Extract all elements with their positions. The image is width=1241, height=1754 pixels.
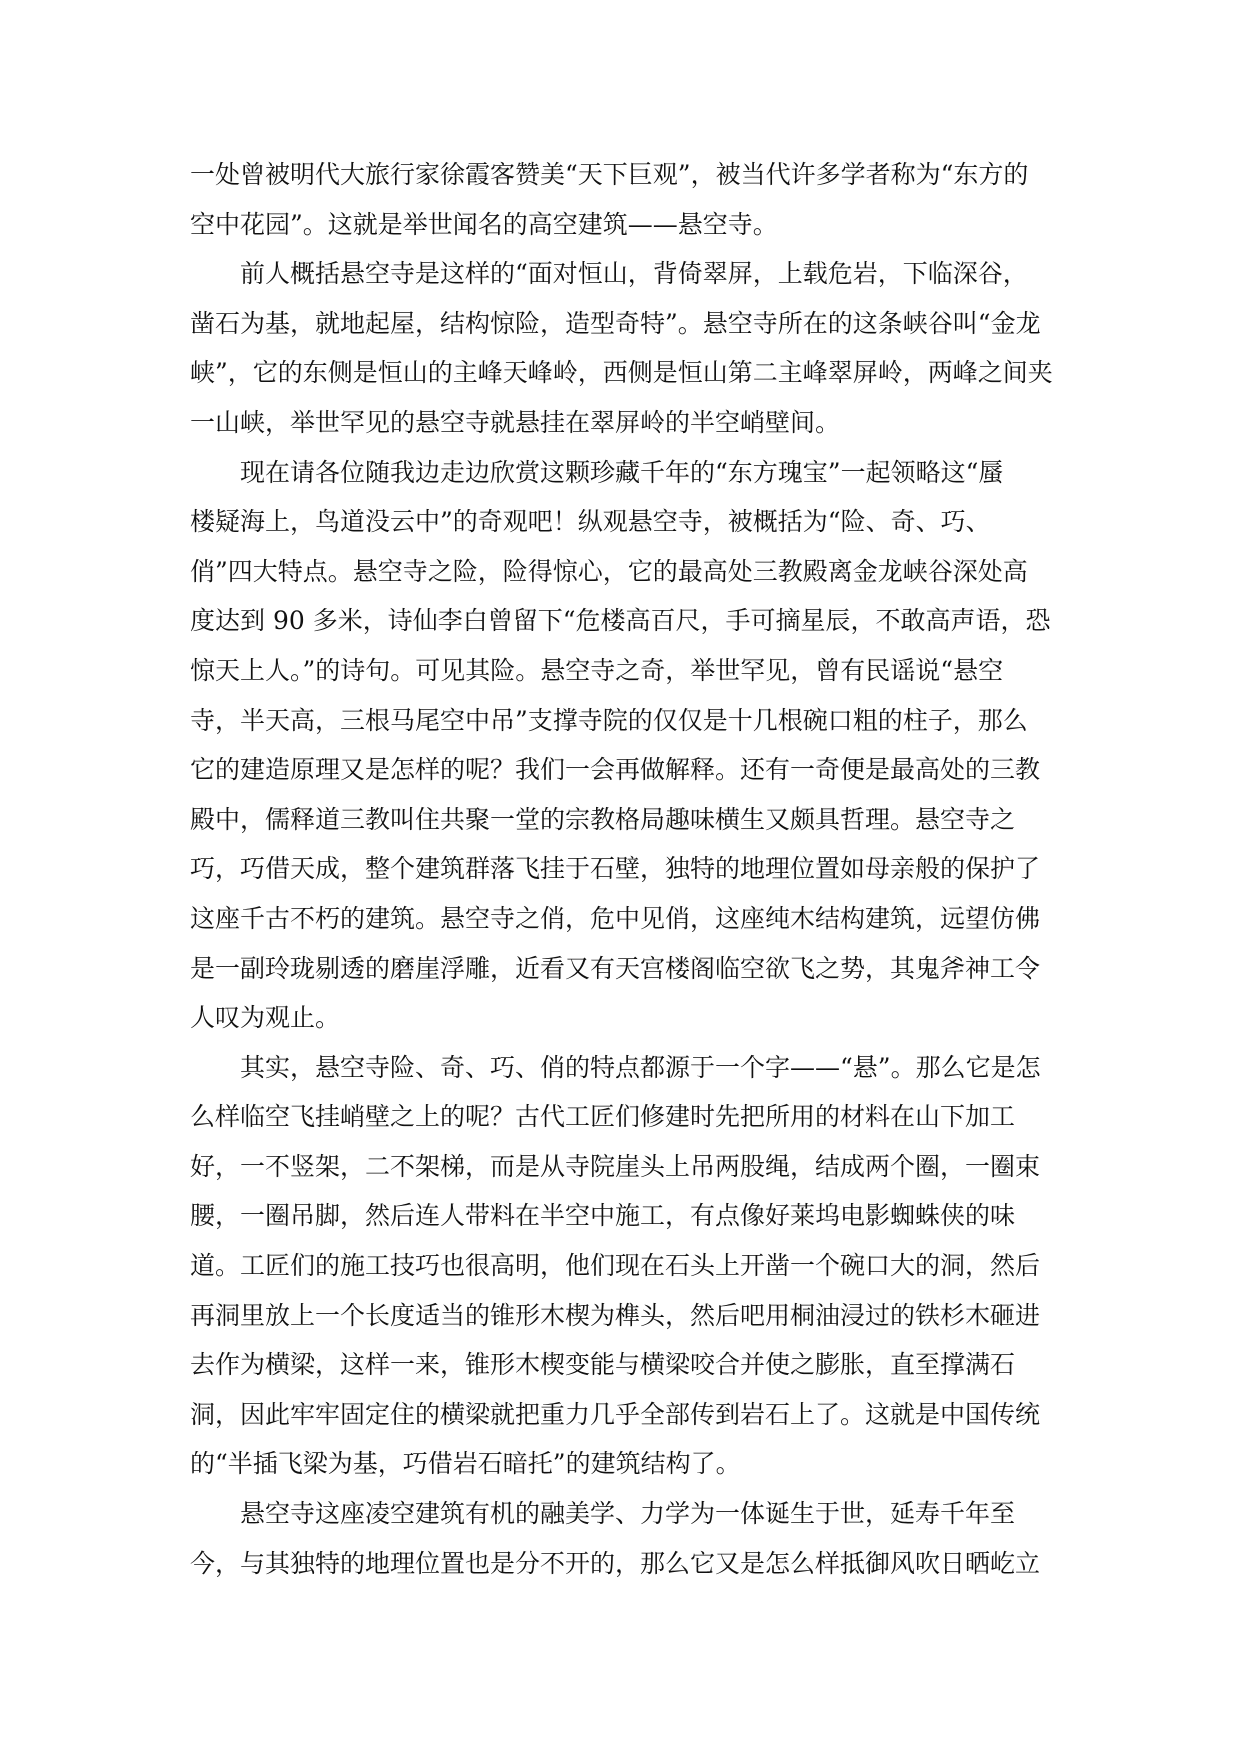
text-line: 悬空寺这座凌空建筑有机的融美学、力学为一体诞生于世，延寿千年至 xyxy=(190,1499,1016,1529)
text-line: 洞，因此牢牢固定住的横梁就把重力几乎全部传到岩石上了。这就是中国传统 xyxy=(190,1399,1041,1429)
text-line: 今，与其独特的地理位置也是分不开的，那么它又是怎么样抵御风吹日晒屹立 xyxy=(190,1548,1041,1578)
text-line: 么样临空飞挂峭壁之上的呢？古代工匠们修建时先把所用的材料在山下加工 xyxy=(190,1102,1016,1132)
text-line: 楼疑海上，鸟道没云中”的奇观吧！纵观悬空寺，被概括为“险、奇、巧、 xyxy=(190,507,991,537)
text-line: 殿中，儒释道三教叫住共聚一堂的宗教格局趣味横生又颇具哲理。悬空寺之 xyxy=(190,804,1016,834)
text-line: 人叹为观止。 xyxy=(190,1003,341,1033)
text-line: 再洞里放上一个长度适当的锥形木楔为榫头，然后吧用桐油浸过的铁杉木砸进 xyxy=(190,1300,1041,1330)
text-line: 是一副玲珑剔透的磨崖浮雕，近看又有天宫楼阁临空欲飞之势，其鬼斧神工令 xyxy=(190,953,1041,983)
text-line: 其实，悬空寺险、奇、巧、俏的特点都源于一个字——“悬”。那么它是怎 xyxy=(190,1052,1041,1082)
text-line: 峡”，它的东侧是恒山的主峰天峰岭，西侧是恒山第二主峰翠屏岭，两峰之间夹 xyxy=(190,358,1053,388)
text-line: 它的建造原理又是怎样的呢？我们一会再做解释。还有一奇便是最高处的三教 xyxy=(190,755,1041,785)
text-line: 俏”四大特点。悬空寺之险，险得惊心，它的最高处三教殿离金龙峡谷深处高 xyxy=(190,556,1028,586)
text-line: 度达到 90 多米，诗仙李白曾留下“危楼高百尺，手可摘星辰，不敢高声语，恐 xyxy=(190,606,1051,636)
text-line: 凿石为基，就地起屋，结构惊险，造型奇特”。悬空寺所在的这条峡谷叫“金龙 xyxy=(190,308,1041,338)
text-line: 腰，一圈吊脚，然后连人带料在半空中施工，有点像好莱坞电影蜘蛛侠的味 xyxy=(190,1201,1016,1231)
text-line: 好，一不竖架，二不架梯，而是从寺院崖头上吊两股绳，结成两个圈，一圈束 xyxy=(190,1151,1041,1181)
text-line: 这座千古不朽的建筑。悬空寺之俏，危中见俏，这座纯木结构建筑，远望仿佛 xyxy=(190,903,1041,933)
text-line: 现在请各位随我边走边欣赏这颗珍藏千年的“东方瑰宝”一起领略这“蜃 xyxy=(190,457,1004,487)
text-line: 去作为横梁，这样一来，锥形木楔变能与横梁咬合并使之膨胀，直至撑满石 xyxy=(190,1350,1016,1380)
text-line: 惊天上人。”的诗句。可见其险。悬空寺之奇，举世罕见，曾有民谣说“悬空 xyxy=(190,655,1004,685)
text-line: 寺，半天高，三根马尾空中吊”支撑寺院的仅仅是十几根碗口粗的柱子，那么 xyxy=(190,705,1028,735)
text-line: 前人概括悬空寺是这样的“面对恒山，背倚翠屏，上载危岩，下临深谷， xyxy=(190,259,1028,289)
text-line: 一处曾被明代大旅行家徐霞客赞美“天下巨观”，被当代许多学者称为“东方的 xyxy=(190,160,1029,189)
body-text xyxy=(190,150,1056,1588)
text-line: 道。工匠们的施工技巧也很高明，他们现在石头上开凿一个碗口大的洞，然后 xyxy=(190,1251,1041,1281)
text-line: 空中花园”。这就是举世闻名的高空建筑——悬空寺。 xyxy=(190,209,778,239)
text-line: 巧，巧借天成，整个建筑群落飞挂于石壁，独特的地理位置如母亲般的保护了 xyxy=(190,854,1041,884)
text-line: 一山峡，举世罕见的悬空寺就悬挂在翠屏岭的半空峭壁间。 xyxy=(190,407,841,437)
text-line: 的“半插飞梁为基，巧借岩石暗托”的建筑结构了。 xyxy=(190,1449,741,1479)
